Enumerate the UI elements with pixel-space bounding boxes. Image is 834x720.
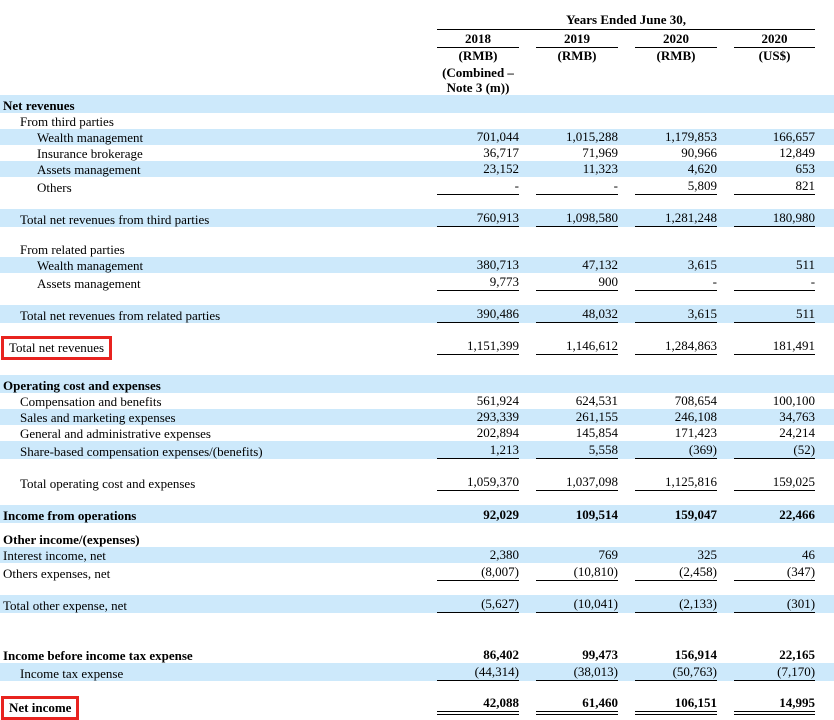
row-value: 561,924	[476, 393, 519, 408]
row-value: 1,281,248	[618, 209, 717, 227]
row-label: Total other expense, net	[0, 595, 420, 613]
spacer-row	[0, 291, 834, 305]
row-value: (10,810)	[519, 563, 618, 581]
row-value: 624,531	[575, 393, 618, 408]
row-value: 2,380	[420, 547, 519, 563]
row-value: 5,809	[618, 177, 717, 195]
row-value: (10,041)	[519, 595, 618, 613]
row-label: Others	[37, 180, 72, 195]
row-value: 92,029	[420, 505, 519, 523]
row-value: (301)	[717, 595, 834, 613]
table-row	[0, 425, 834, 441]
row-value: 821	[717, 177, 834, 195]
row-value: 1,015,288	[519, 129, 618, 145]
header-empty-cell	[717, 64, 834, 95]
row-value: 22,466	[717, 505, 834, 523]
row-value	[717, 529, 834, 547]
row-value: 100,100	[772, 393, 816, 408]
row-value: 511	[717, 305, 834, 323]
table-row	[0, 375, 834, 393]
table-row	[0, 145, 834, 161]
row-value: 86,402	[483, 647, 519, 662]
row-value	[519, 241, 618, 257]
spacer-row	[0, 195, 834, 209]
table-row	[0, 209, 834, 227]
table-row	[0, 473, 834, 491]
row-value: 22,165	[779, 647, 816, 662]
row-label: Other income/(expenses)	[3, 532, 140, 547]
row-value: 1,284,863	[618, 337, 717, 355]
header-empty-cell	[0, 64, 420, 95]
spacer-cell	[0, 459, 834, 473]
row-label: From related parties	[20, 242, 125, 257]
row-value: 71,969	[582, 145, 618, 160]
row-value: 202,894	[476, 425, 519, 440]
table-row	[0, 241, 834, 257]
spacer-cell	[0, 355, 834, 375]
row-value	[519, 529, 618, 547]
row-value: 159,025	[717, 473, 834, 491]
row-value: (50,763)	[618, 663, 717, 681]
row-value: 42,088	[420, 695, 519, 715]
header-title-row	[0, 5, 834, 30]
row-label: Insurance brokerage	[37, 146, 143, 161]
header-title-cell	[420, 5, 834, 30]
row-value: 166,657	[717, 129, 834, 145]
table-row	[0, 257, 834, 273]
header-empty-cell	[519, 64, 618, 95]
table-row	[0, 129, 834, 145]
combined-note	[420, 64, 519, 95]
spacer-cell	[0, 323, 834, 337]
header-year-row	[0, 30, 834, 48]
row-value	[618, 529, 717, 547]
spacer-cell	[0, 195, 834, 209]
row-label: Total net revenues from third parties	[0, 209, 420, 227]
col-header-2020-rmb: 2020	[618, 30, 717, 48]
spacer-cell	[0, 491, 834, 505]
table-row	[0, 305, 834, 323]
row-label: General and administrative expenses	[20, 426, 211, 441]
table-row	[0, 645, 834, 663]
row-value: 12,849	[779, 145, 816, 160]
header-note-row	[0, 64, 834, 95]
table-row	[0, 177, 834, 195]
row-value: (369)	[618, 441, 717, 459]
row-value: (38,013)	[519, 663, 618, 681]
row-value: 1,125,816	[618, 473, 717, 491]
row-value: 106,151	[618, 695, 717, 715]
row-label	[0, 337, 420, 355]
note-line-1: (Combined –	[442, 65, 514, 80]
table-row	[0, 393, 834, 409]
row-value	[420, 241, 519, 257]
row-label: Assets management	[37, 276, 141, 291]
row-value	[618, 95, 717, 113]
row-label: Income from operations	[0, 505, 420, 523]
row-value: -	[420, 177, 519, 195]
header-unit-row	[0, 48, 834, 64]
row-label: Income before income tax expense	[3, 648, 193, 663]
spacer-row	[0, 613, 834, 645]
row-value: 1,213	[420, 441, 519, 459]
annotation-red-box: Total net revenues	[1, 336, 112, 360]
row-label: Net revenues	[0, 95, 420, 113]
spacer-row	[0, 459, 834, 473]
row-value	[618, 113, 717, 129]
header-empty-cell	[0, 48, 420, 64]
table-row	[0, 663, 834, 681]
unit-rmb-2020: (RMB)	[656, 48, 696, 63]
spacer-cell	[0, 681, 834, 695]
row-value: 47,132	[519, 257, 618, 273]
row-value: 180,980	[717, 209, 834, 227]
row-value: 708,654	[674, 393, 717, 408]
row-value	[519, 375, 618, 393]
row-label: Wealth management	[0, 129, 420, 145]
table-row	[0, 273, 834, 291]
unit-rmb-2019: (RMB)	[557, 48, 597, 63]
row-value	[717, 375, 834, 393]
row-value: -	[717, 273, 834, 291]
spacer-cell	[0, 227, 834, 241]
row-value	[618, 241, 717, 257]
row-value: 261,155	[519, 409, 618, 425]
row-value	[519, 95, 618, 113]
row-value	[519, 113, 618, 129]
row-value: (8,007)	[420, 563, 519, 581]
row-value	[420, 95, 519, 113]
row-label: Others expenses, net	[3, 566, 111, 581]
row-label: Income tax expense	[0, 663, 420, 681]
spacer-row	[0, 491, 834, 505]
row-value: 3,615	[618, 305, 717, 323]
table-row	[0, 441, 834, 459]
row-label: Sales and marketing expenses	[0, 409, 420, 425]
row-value: 900	[519, 273, 618, 291]
row-value: 159,047	[618, 505, 717, 523]
row-label: Operating cost and expenses	[0, 375, 420, 393]
row-label	[0, 695, 420, 715]
spacer-row	[0, 581, 834, 595]
spacer-row	[0, 681, 834, 695]
row-value	[618, 375, 717, 393]
row-value: 380,713	[420, 257, 519, 273]
row-value: 769	[519, 547, 618, 563]
row-value: 511	[717, 257, 834, 273]
table-row	[0, 337, 834, 355]
row-label: Total net revenues from related parties	[0, 305, 420, 323]
header-empty-cell	[618, 64, 717, 95]
spacer-row	[0, 323, 834, 337]
row-label: Assets management	[0, 161, 420, 177]
note-line-2: Note 3 (m))	[446, 80, 510, 95]
row-label: Interest income, net	[0, 547, 420, 563]
row-value: 701,044	[420, 129, 519, 145]
row-value: 4,620	[618, 161, 717, 177]
row-value: 1,059,370	[420, 473, 519, 491]
row-value: 653	[717, 161, 834, 177]
row-value: 390,486	[420, 305, 519, 323]
spacer-cell	[0, 581, 834, 595]
row-value: 5,558	[519, 441, 618, 459]
col-header-2020-usd: 2020	[717, 30, 834, 48]
row-value: (347)	[717, 563, 834, 581]
row-value	[420, 529, 519, 547]
row-value: (52)	[717, 441, 834, 459]
spacer-cell	[0, 291, 834, 305]
row-value: 181,491	[717, 337, 834, 355]
table-row	[0, 547, 834, 563]
row-label: From third parties	[20, 114, 114, 129]
table-row	[0, 529, 834, 547]
row-value: 11,323	[519, 161, 618, 177]
row-value: 156,914	[674, 647, 717, 662]
table-row	[0, 595, 834, 613]
row-value: (44,314)	[420, 663, 519, 681]
unit-usd-2020: (US$)	[758, 48, 791, 63]
row-value: 23,152	[420, 161, 519, 177]
col-header-2018: 2018	[420, 30, 519, 48]
row-value: 61,460	[519, 695, 618, 715]
row-value: 46	[717, 547, 834, 563]
row-value: 24,214	[779, 425, 816, 440]
row-value: 1,098,580	[519, 209, 618, 227]
row-value	[717, 95, 834, 113]
row-value: 9,773	[420, 273, 519, 291]
years-ended-title: Years Ended June 30,	[437, 12, 815, 30]
row-value	[420, 375, 519, 393]
header-empty-cell	[0, 5, 420, 30]
table-row	[0, 505, 834, 523]
row-value: (2,133)	[618, 595, 717, 613]
row-value: 1,146,612	[519, 337, 618, 355]
row-value	[420, 113, 519, 129]
table-row	[0, 113, 834, 129]
table-header	[0, 5, 834, 95]
col-header-2019: 2019	[519, 30, 618, 48]
financial-statement-table	[0, 5, 834, 715]
row-value: 293,339	[420, 409, 519, 425]
row-value: 99,473	[582, 647, 618, 662]
row-value: 1,037,098	[519, 473, 618, 491]
table-row	[0, 695, 834, 715]
row-value: 48,032	[519, 305, 618, 323]
spacer-cell	[0, 613, 834, 645]
row-value: 145,854	[575, 425, 618, 440]
row-value: -	[519, 177, 618, 195]
row-value: 1,179,853	[618, 129, 717, 145]
spacer-row	[0, 355, 834, 375]
row-label: Total operating cost and expenses	[20, 476, 196, 491]
table-row	[0, 409, 834, 425]
row-value: -	[618, 273, 717, 291]
row-value: 760,913	[420, 209, 519, 227]
row-label: Compensation and benefits	[20, 394, 162, 409]
row-value: 246,108	[618, 409, 717, 425]
row-value: 325	[618, 547, 717, 563]
row-value: (7,170)	[717, 663, 834, 681]
row-value: 109,514	[519, 505, 618, 523]
row-value: 36,717	[483, 145, 519, 160]
unit-rmb-2018: (RMB)	[458, 48, 498, 63]
row-label: Wealth management	[0, 257, 420, 273]
row-value: 34,763	[717, 409, 834, 425]
spacer-row	[0, 227, 834, 241]
row-value	[717, 241, 834, 257]
row-value: 90,966	[681, 145, 717, 160]
rows-body	[0, 95, 834, 715]
row-value: 1,151,399	[420, 337, 519, 355]
row-label: Share-based compensation expenses/(benefits)	[0, 441, 420, 459]
row-value: 3,615	[618, 257, 717, 273]
row-value: 171,423	[674, 425, 717, 440]
header-empty-cell	[0, 30, 420, 48]
row-value: (2,458)	[618, 563, 717, 581]
table-row	[0, 95, 834, 113]
table-row	[0, 161, 834, 177]
table-row	[0, 563, 834, 581]
row-value	[717, 113, 834, 129]
annotation-red-box: Net income	[1, 696, 79, 720]
row-value: (5,627)	[420, 595, 519, 613]
row-value: 14,995	[717, 695, 834, 715]
